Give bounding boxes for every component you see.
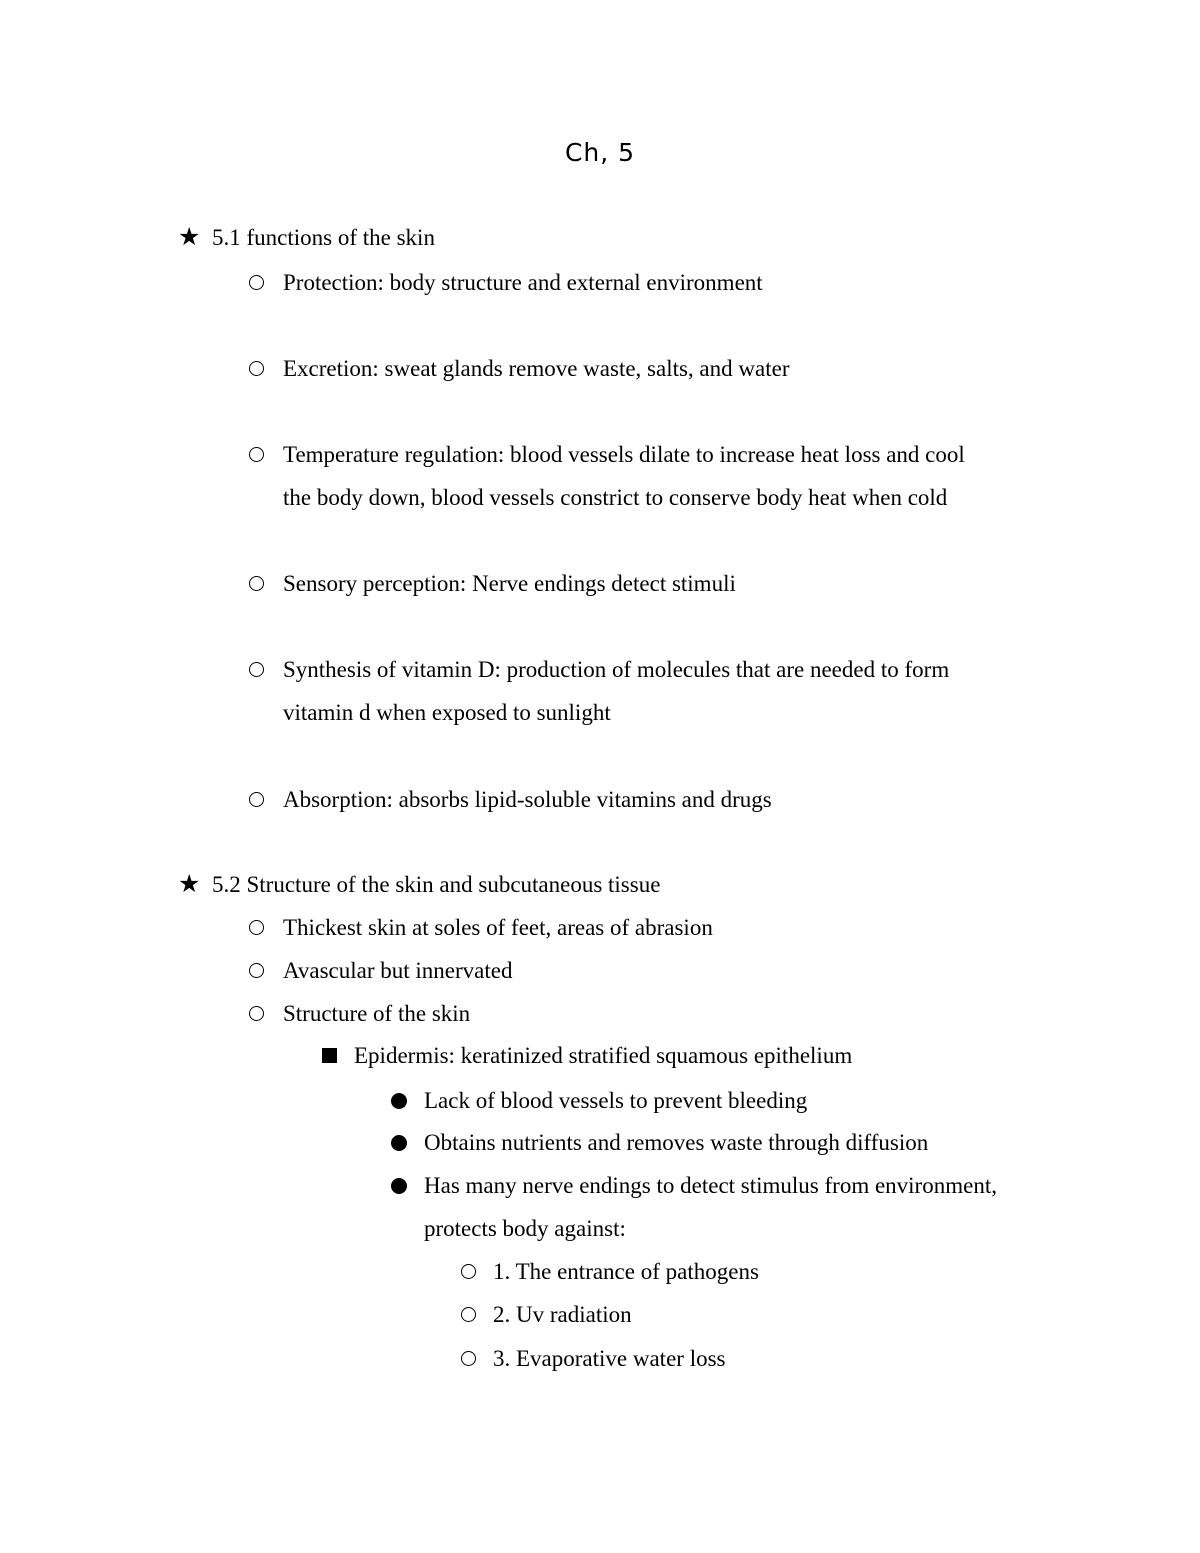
section-heading-text: 5.2 Structure of the skin and subcutaneous tissue	[212, 872, 661, 897]
hollow-circle-bullet-icon	[249, 275, 264, 290]
list-item-text: Absorption: absorbs lipid-soluble vitamins and drugs	[283, 787, 772, 812]
filled-dot-bullet-icon	[391, 1178, 407, 1194]
list-item-structure	[249, 992, 470, 1035]
hollow-circle-bullet-icon	[249, 662, 264, 677]
star-bullet-icon: ★	[178, 224, 201, 251]
list-item-absorption	[249, 778, 772, 821]
hollow-circle-bullet-icon	[249, 920, 264, 935]
list-item-text: Epidermis: keratinized stratified squamous epithelium	[354, 1043, 853, 1068]
filled-square-bullet-icon	[322, 1048, 337, 1063]
list-item-text: Synthesis of vitamin D: production of molecules that are needed to form	[283, 657, 950, 682]
page-title: Ch, 5	[564, 138, 636, 167]
list-item-epidermis	[322, 1034, 852, 1077]
list-item-thickest-skin	[249, 906, 713, 949]
list-item-blood-vessels	[391, 1079, 807, 1122]
hollow-circle-bullet-icon	[461, 1351, 476, 1366]
list-item-protection	[249, 261, 763, 304]
star-bullet-icon: ★	[178, 871, 201, 898]
hollow-circle-bullet-icon	[249, 963, 264, 978]
list-item-text: Sensory perception: Nerve endings detect stimuli	[283, 571, 736, 596]
list-item-text: Avascular but innervated	[283, 958, 513, 983]
hollow-circle-bullet-icon	[461, 1307, 476, 1322]
list-item-pathogens	[461, 1250, 759, 1293]
list-item-sensory	[249, 562, 736, 605]
list-item-uv-radiation	[461, 1293, 632, 1336]
list-item-text: Thickest skin at soles of feet, areas of abrasion	[283, 915, 713, 940]
hollow-circle-bullet-icon	[249, 1006, 264, 1021]
hollow-circle-bullet-icon	[461, 1264, 476, 1279]
list-item-excretion	[249, 347, 789, 390]
list-item-text: Lack of blood vessels to prevent bleeding	[424, 1088, 808, 1113]
list-item-text: 2. Uv radiation	[493, 1302, 632, 1327]
hollow-circle-bullet-icon	[249, 576, 264, 591]
section-heading-5-1	[178, 216, 435, 259]
list-item-text-continued: protects body against:	[424, 1216, 626, 1241]
list-item-text-continued: vitamin d when exposed to sunlight	[283, 700, 611, 725]
list-item-water-loss	[461, 1337, 725, 1380]
section-heading-5-2	[178, 863, 660, 906]
list-item-text: Protection: body structure and external environment	[283, 270, 763, 295]
section-heading-text: 5.1 functions of the skin	[212, 225, 435, 250]
list-item-text: Has many nerve endings to detect stimulus from environment,	[424, 1173, 997, 1198]
list-item-text: Obtains nutrients and removes waste through diffusion	[424, 1130, 929, 1155]
list-item-text: Excretion: sweat glands remove waste, salts, and water	[283, 356, 790, 381]
list-item-text: Temperature regulation: blood vessels dilate to increase heat loss and cool	[283, 442, 965, 467]
filled-dot-bullet-icon	[391, 1135, 407, 1151]
list-item-text-continued: the body down, blood vessels constrict to conserve body heat when cold	[283, 485, 948, 510]
list-item-nutrients	[391, 1121, 928, 1164]
list-item-vitamin-d	[249, 648, 949, 734]
list-item-text: 3. Evaporative water loss	[493, 1346, 726, 1371]
list-item-avascular	[249, 949, 512, 992]
filled-dot-bullet-icon	[391, 1093, 407, 1109]
hollow-circle-bullet-icon	[249, 361, 264, 376]
list-item-nerve-endings	[391, 1164, 997, 1250]
hollow-circle-bullet-icon	[249, 447, 264, 462]
hollow-circle-bullet-icon	[249, 792, 264, 807]
list-item-text: Structure of the skin	[283, 1001, 471, 1026]
list-item-temperature	[249, 433, 965, 519]
list-item-text: 1. The entrance of pathogens	[493, 1259, 759, 1284]
